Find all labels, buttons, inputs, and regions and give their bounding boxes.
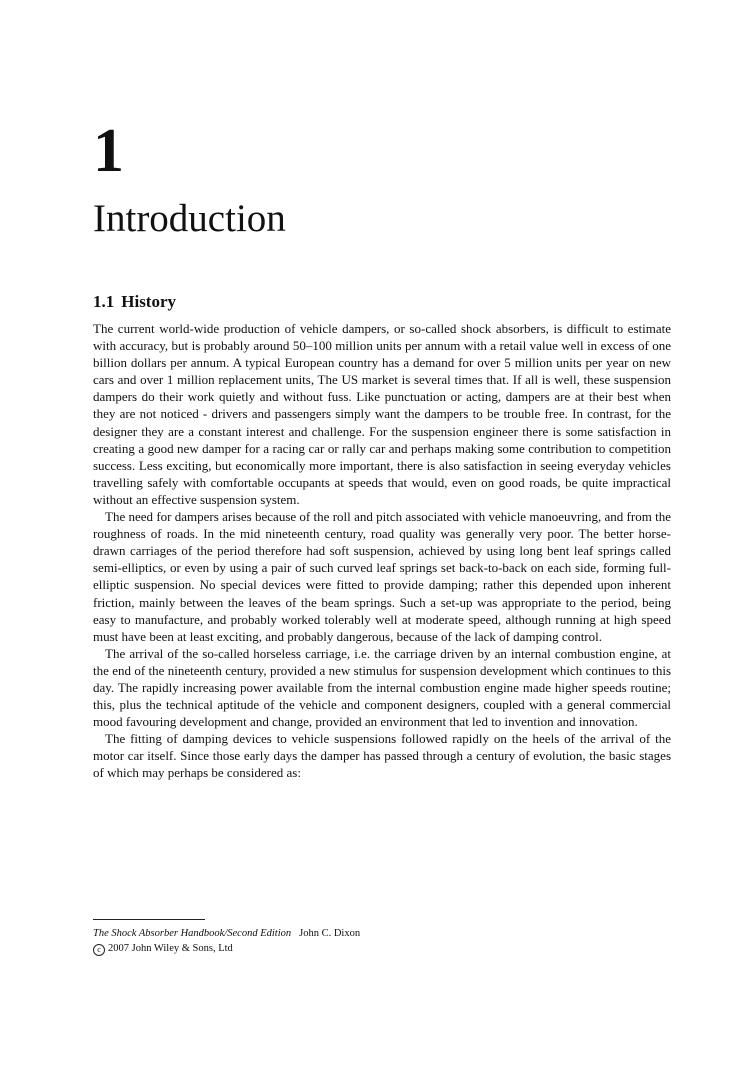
copyright-icon: c: [93, 944, 105, 956]
paragraph: The fitting of damping devices to vehicle suspensions followed rapidly on the heels of the arrival of the motor car itself. Since those early days the damper has passed through a century of evolution, the basic stages of which may perhaps be considered as:: [93, 731, 671, 781]
footnote: [93, 926, 360, 956]
footnote-divider: [93, 919, 205, 920]
paragraph: The need for dampers arises because of the roll and pitch associated with vehicle manoeuvring, and from the roughness of roads. In the mid nineteenth century, road quality was generally very poor. The better horse-drawn carriages of the period therefore had soft suspension, achieved by using long bent leaf springs called semi-elliptics, or even by using a pair of such curved leaf springs set back-to-back on each side, forming full-elliptic suspension. No special devices were fitted to provide damping; rather this depended upon inherent friction, mainly between the leaves of the beam springs. Such a set-up was appropriate to the period, being easy to manufacture, and probably worked tolerably well at moderate speed, although running at high speed must have been at least exciting, and probably dangerous, because of the lack of damping control.: [93, 509, 671, 644]
footnote-author: John C. Dixon: [299, 928, 361, 939]
footnote-source-line: [93, 926, 360, 941]
section-heading: [93, 292, 176, 312]
footnote-copyright: 2007 John Wiley & Sons, Ltd: [108, 943, 233, 954]
footnote-copyright-line: [93, 941, 360, 956]
section-number: 1.1: [93, 292, 115, 311]
body-text: [93, 320, 671, 782]
paragraph: The current world-wide production of vehicle dampers, or so-called shock absorbers, is difficult to estimate with accuracy, but is probably around 50–100 million units per annum with a retail value well in excess of one billion dollars per annum. A typical European country has a demand for over 5 million units per year on new cars and over 1 million replacement units, The US market is several times that. If all is well, these suspension dampers do their work quietly and without fuss. Like punctuation or acting, dampers are at their best when they are not noticed - drivers and passengers simply want the dampers to be trouble free. In contrast, for the designer they are a constant interest and challenge. For the suspension engineer there is some satisfaction in creating a good new damper for a racing car or rally car and perhaps making some contribution to competition success. Less exciting, but economically more important, there is also satisfaction in seeing everyday vehicles travelling safely with comfortable occupants at speeds that would, even on good roads, be quite impractical without an effective suspension system.: [93, 321, 671, 507]
paragraph: The arrival of the so-called horseless carriage, i.e. the carriage driven by an internal combustion engine, at the end of the nineteenth century, provided a new stimulus for suspension development which continues to this day. The rapidly increasing power available from the internal combustion engine made higher speeds routine; this, plus the technical aptitude of the vehicle and component designers, coupled with a general commercial mood favouring development and change, provided an environment that led to invention and innovation.: [93, 645, 671, 730]
section-title: History: [121, 292, 177, 311]
chapter-title: Introduction: [93, 197, 286, 240]
chapter-number: 1: [93, 117, 124, 185]
footnote-book-title: The Shock Absorber Handbook/Second Edition: [93, 928, 292, 939]
